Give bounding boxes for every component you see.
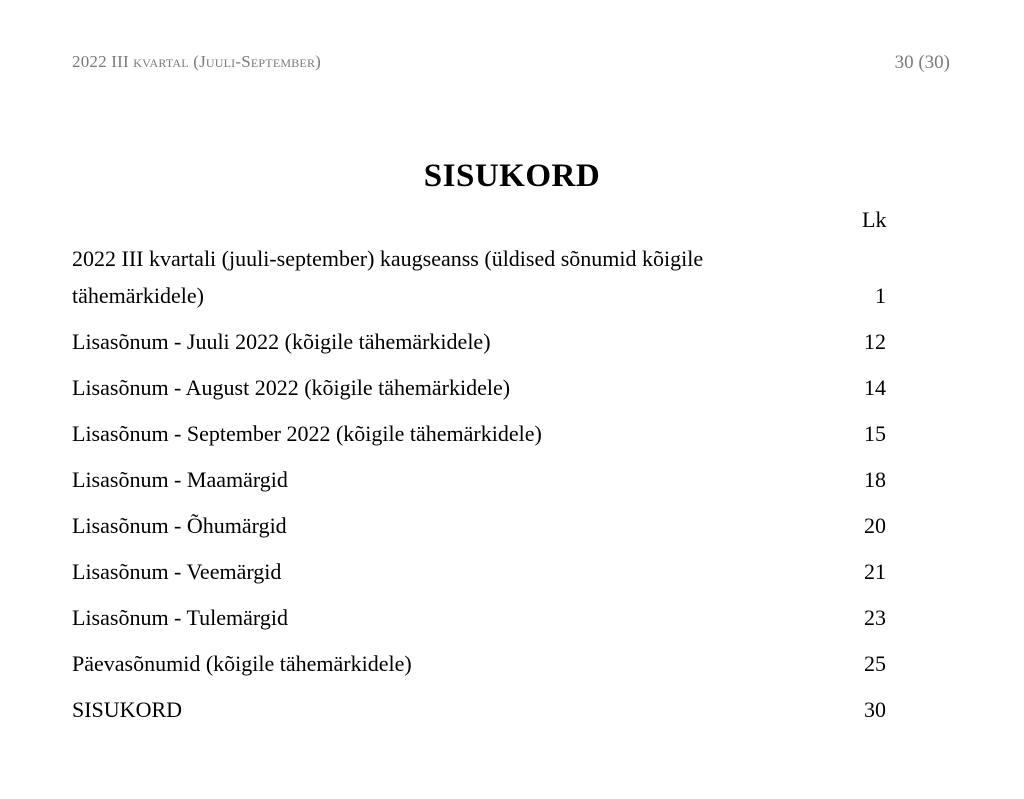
- toc-entry-text: Lisasõnum - Õhumärgid: [72, 513, 287, 538]
- page-column-label: Lk: [862, 207, 887, 232]
- toc-entry[interactable]: [72, 691, 892, 728]
- toc-entry-text: Lisasõnum - Veemärgid: [72, 559, 282, 584]
- toc-list: [72, 240, 892, 737]
- toc-entry-page: 1: [875, 283, 886, 308]
- toc-entry[interactable]: [72, 599, 892, 636]
- toc-entry-text: Päevasõnumid (kõigile tähemärkidele): [72, 651, 412, 676]
- toc-entry[interactable]: [72, 461, 892, 498]
- toc-entry[interactable]: [72, 240, 892, 314]
- toc-entry-text: SISUKORD: [72, 697, 183, 722]
- toc-entry-page: 20: [864, 513, 886, 538]
- toc-entry-text: Lisasõnum - August 2022 (kõigile tähemärkidele): [72, 375, 511, 400]
- toc-entry-page: 23: [864, 605, 886, 630]
- running-header-title: 2022 III kvartal (Juuli-September): [72, 52, 322, 71]
- toc-entry-text: Lisasõnum - Juuli 2022 (kõigile tähemärkidele): [72, 329, 491, 354]
- toc-entry-page: 30: [864, 697, 886, 722]
- toc-entry-text: Lisasõnum - Tulemärgid: [72, 605, 288, 630]
- toc-title: SISUKORD: [423, 158, 601, 194]
- toc-entry-text: Lisasõnum - Maamärgid: [72, 467, 288, 492]
- toc-entry-page: 25: [864, 651, 886, 676]
- toc-entry-page: 12: [864, 329, 886, 354]
- toc-entry-page: 21: [864, 559, 886, 584]
- toc-entry-page: 18: [864, 467, 886, 492]
- toc-entry-page: 14: [864, 375, 886, 400]
- toc-entry[interactable]: [72, 369, 892, 406]
- toc-entry-text: Lisasõnum - September 2022 (kõigile tähemärkidele): [72, 421, 542, 446]
- toc-entry-text: 2022 III kvartali (juuli-september) kaugseanss (üldised sõnumid kõigile tähemärkidele): [72, 246, 704, 308]
- toc-entry[interactable]: [72, 415, 892, 452]
- page-counter: 30 (30): [894, 52, 950, 73]
- toc-entry[interactable]: [72, 645, 892, 682]
- toc-entry[interactable]: [72, 323, 892, 360]
- toc-entry-page: 15: [864, 421, 886, 446]
- toc-entry[interactable]: [72, 553, 892, 590]
- toc-entry[interactable]: [72, 507, 892, 544]
